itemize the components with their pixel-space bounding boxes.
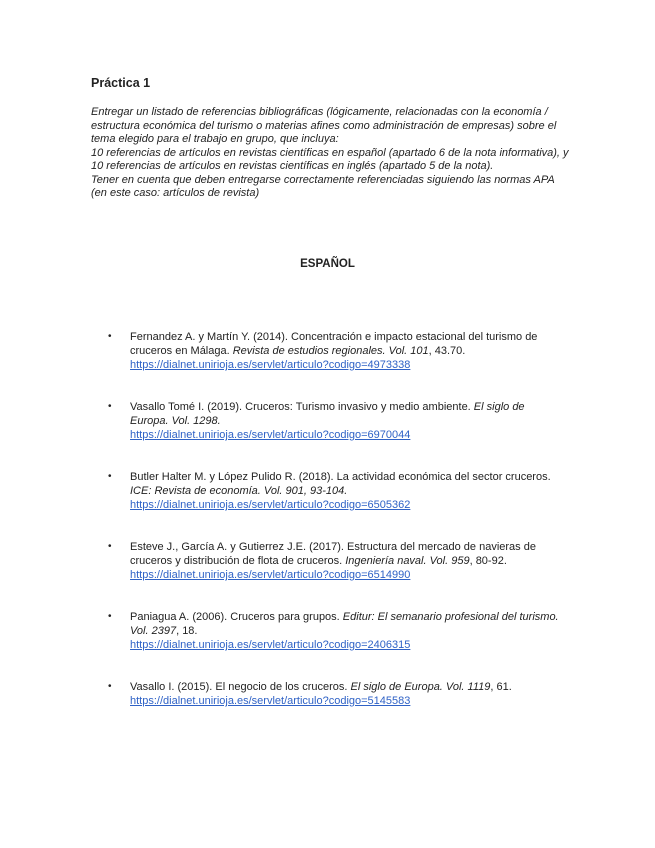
reference-tail: , 61. <box>490 681 512 693</box>
journal-name: ICE: Revista de economía. Vol. 901, 93-104. <box>130 485 348 497</box>
reference-item <box>108 400 560 442</box>
reference-link[interactable]: https://dialnet.unirioja.es/servlet/articulo?codigo=2406315 <box>130 639 411 651</box>
bullet-icon: • <box>108 331 112 342</box>
reference-text: Vasallo Tomé I. (2019). Cruceros: Turismo invasivo y medio ambiente. <box>130 401 474 413</box>
reference-link[interactable]: https://dialnet.unirioja.es/servlet/articulo?codigo=4973338 <box>130 359 411 371</box>
reference-tail: , 80-92. <box>469 555 507 567</box>
reference-item <box>108 680 560 708</box>
journal-name: El siglo de Europa. Vol. 1298. <box>130 401 525 427</box>
reference-tail: , 18. <box>176 625 198 637</box>
reference-text: Esteve J., García A. y Gutierrez J.E. (2017). Estructura del mercado de navieras de cruceros y distribución de flota de cruceros. <box>130 541 536 567</box>
instructions-paragraph: 10 referencias de artículos en revistas científicas en español (apartado 6 de la nota informativa), y 10 referencias de artículos en revistas científicas en inglés (apartado 5 de la nota). <box>91 146 569 172</box>
reference-text: Paniagua A. (2006). Cruceros para grupos. <box>130 611 343 623</box>
bullet-icon: • <box>108 681 112 692</box>
reference-text: Vasallo I. (2015). El negocio de los cruceros. <box>130 681 351 693</box>
reference-link[interactable]: https://dialnet.unirioja.es/servlet/articulo?codigo=6970044 <box>130 429 411 441</box>
reference-item <box>108 330 560 372</box>
journal-name: Ingeniería naval. Vol. 959 <box>345 555 470 567</box>
page-title: Práctica 1 <box>91 76 151 90</box>
reference-item <box>108 470 560 512</box>
reference-link[interactable]: https://dialnet.unirioja.es/servlet/articulo?codigo=6505362 <box>130 499 411 511</box>
reference-link[interactable]: https://dialnet.unirioja.es/servlet/articulo?codigo=6514990 <box>130 569 411 581</box>
journal-name: Revista de estudios regionales. Vol. 101 <box>232 345 429 357</box>
reference-item <box>108 540 560 582</box>
reference-text: Butler Halter M. y López Pulido R. (2018). La actividad económica del sector cruceros. <box>130 471 551 483</box>
journal-name: El siglo de Europa. Vol. 1119 <box>350 681 491 693</box>
reference-text: Fernandez A. y Martín Y. (2014). Concentración e impacto estacional del turismo de cruceros en Málaga. <box>130 331 538 357</box>
bullet-icon: • <box>108 541 112 552</box>
reference-link[interactable]: https://dialnet.unirioja.es/servlet/articulo?codigo=5145583 <box>130 695 411 707</box>
reference-tail: , 43.70. <box>428 345 466 357</box>
section-heading: ESPAÑOL <box>300 258 355 270</box>
instructions-paragraph: Tener en cuenta que deben entregarse correctamente referenciadas siguiendo las normas APA (en este caso: artículos de revista) <box>91 173 555 199</box>
bullet-icon: • <box>108 611 112 622</box>
reference-item <box>108 610 560 652</box>
journal-name: Editur: El semanario profesional del turismo. Vol. 2397 <box>130 611 559 637</box>
instructions-paragraph: Entregar un listado de referencias bibliográficas (lógicamente, relacionadas con la economía / estructura económica del turismo o materias afines como administración de empresas) sobre el tema elegido para el trabajo en grupo, que incluya: <box>91 106 557 145</box>
bullet-icon: • <box>108 471 112 482</box>
bullet-icon: • <box>108 401 112 412</box>
